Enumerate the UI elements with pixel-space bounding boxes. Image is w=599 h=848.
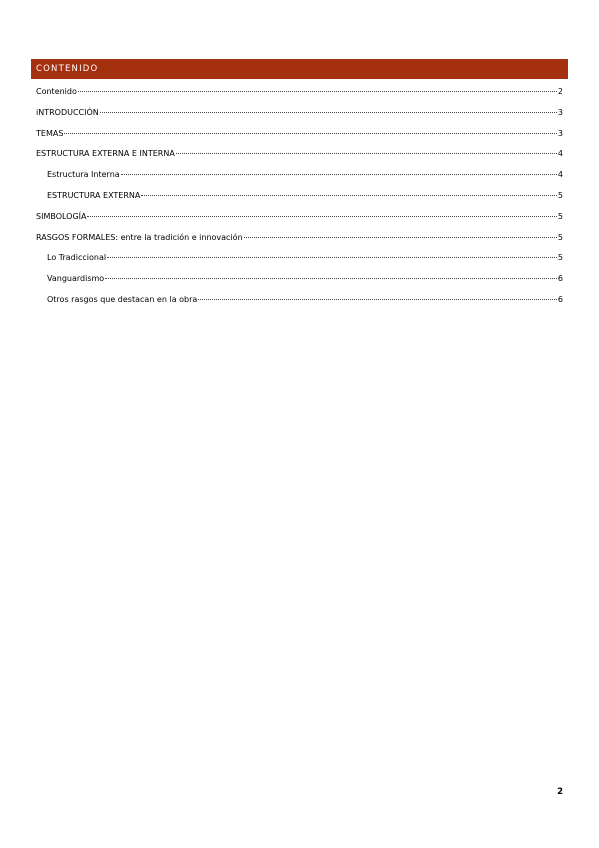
toc-entry-page: 3 — [557, 128, 563, 138]
toc-leader-dots — [78, 91, 557, 92]
toc-entry-title: ESTRUCTURA EXTERNA E INTERNA — [36, 149, 175, 159]
toc-entry-page: 4 — [557, 149, 563, 159]
toc-leader-dots — [87, 216, 556, 217]
toc-entry-introduccion[interactable] — [36, 103, 563, 124]
toc-entry-title: Lo Tradiccional — [47, 253, 107, 263]
toc-entry-page: 6 — [557, 294, 563, 304]
toc-entry-page: 6 — [557, 274, 563, 284]
toc-leader-dots — [176, 153, 557, 154]
toc-entry-page: 3 — [557, 107, 563, 117]
page-number: 2 — [557, 787, 563, 797]
toc-entry-page: 4 — [557, 170, 563, 180]
toc-entry-title: Estructura Interna — [47, 170, 120, 180]
toc-entry-page: 5 — [557, 232, 563, 242]
toc-leader-dots — [121, 174, 557, 175]
toc-entry-title: RASGOS FORMALES: entre la tradición e innovación — [36, 232, 243, 242]
toc-entry-title: TEMAS — [36, 128, 64, 138]
toc-entry-rasgos-formales[interactable] — [36, 228, 563, 249]
toc-entry-page: 5 — [557, 190, 563, 200]
toc-entry-page: 5 — [557, 253, 563, 263]
toc-entry-otros-rasgos[interactable] — [36, 290, 563, 311]
toc-leader-dots — [100, 112, 557, 113]
toc-heading: CONTENIDO — [31, 59, 568, 79]
toc-entry-title: iNTRODUCCIÓN — [36, 107, 99, 117]
toc-list — [36, 82, 563, 311]
toc-leader-dots — [244, 237, 557, 238]
toc-leader-dots — [141, 195, 557, 196]
toc-entry-simbologia[interactable] — [36, 207, 563, 228]
toc-entry-title: Otros rasgos que destacan en la obra — [47, 294, 198, 304]
toc-entry-title: SIMBOLOGÍA — [36, 211, 87, 221]
toc-entry-page: 5 — [557, 211, 563, 221]
toc-entry-title: Vanguardismo — [47, 274, 105, 284]
toc-leader-dots — [107, 257, 557, 258]
toc-entry-estructura-externa[interactable] — [36, 186, 563, 207]
toc-entry-contenido[interactable] — [36, 82, 563, 103]
toc-leader-dots — [198, 299, 557, 300]
toc-entry-estructura-interna[interactable] — [36, 165, 563, 186]
toc-entry-page: 2 — [557, 87, 563, 96]
toc-entry-title: Contenido — [36, 87, 77, 96]
toc-leader-dots — [105, 278, 557, 279]
toc-entry-vanguardismo[interactable] — [36, 269, 563, 290]
toc-entry-title: ESTRUCTURA EXTERNA — [47, 190, 141, 200]
toc-entry-estructura-externa-e-interna[interactable] — [36, 144, 563, 165]
toc-entry-lo-tradiccional[interactable] — [36, 248, 563, 269]
toc-leader-dots — [64, 133, 557, 134]
toc-entry-temas[interactable] — [36, 124, 563, 145]
